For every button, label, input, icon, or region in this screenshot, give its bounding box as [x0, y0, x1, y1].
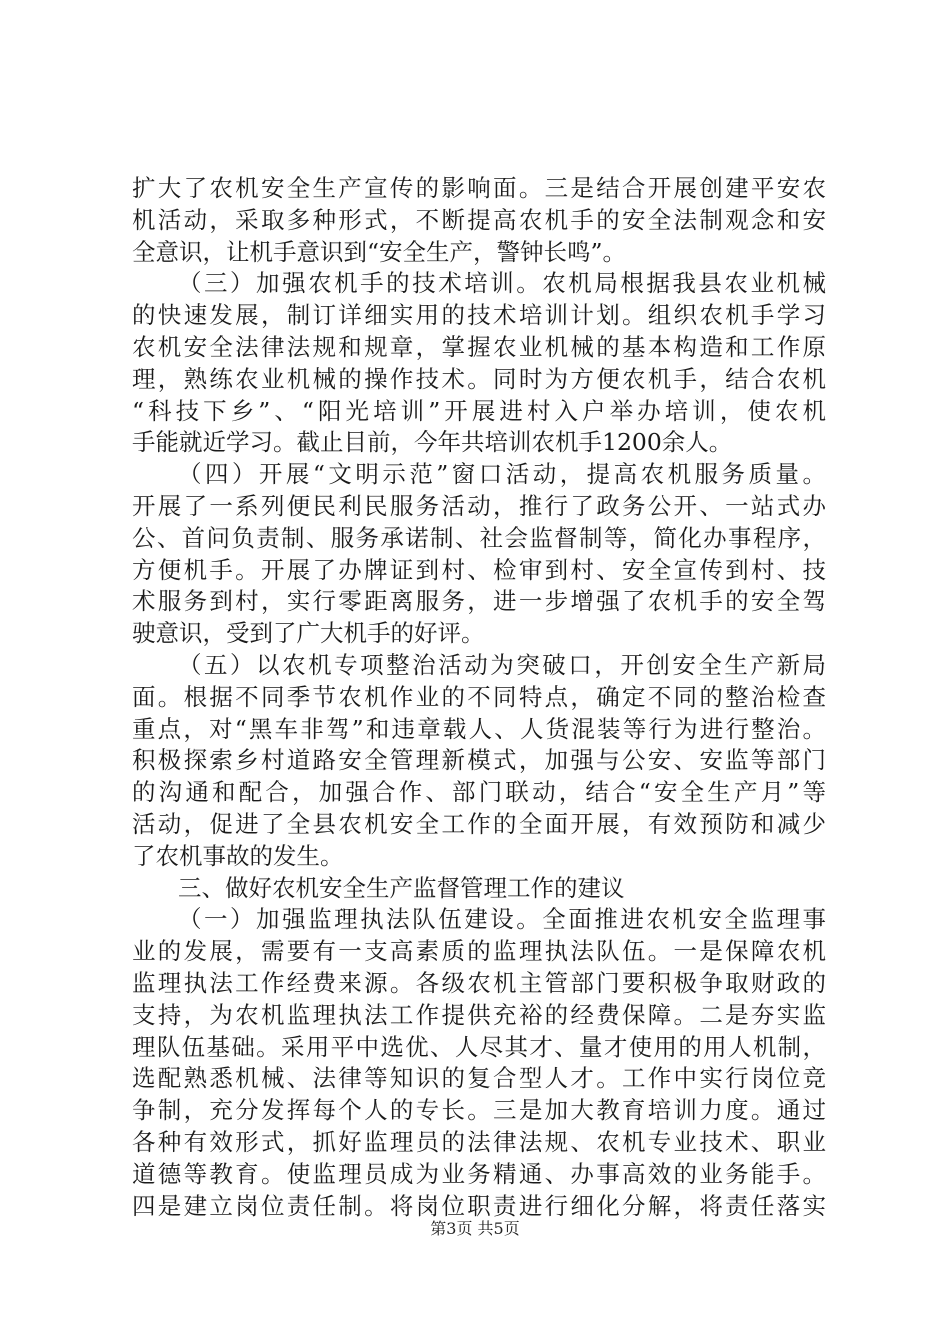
text-line: 了农机事故的发生。 [132, 841, 344, 870]
text-line: 积极探索乡村道路安全管理新模式，加强与公安、安监等部门 [132, 746, 826, 775]
text-line: 方便机手。开展了办牌证到村、检审到村、安全宣传到村、技 [132, 555, 826, 584]
text-line: 活动，促进了全县农机安全工作的全面开展，有效预防和减少 [132, 809, 826, 838]
text-line: 的快速发展，制订详细实用的技术培训计划。组织农机手学习 [132, 301, 826, 330]
document-body [132, 173, 826, 1222]
text-line: 选配熟悉机械、法律等知识的复合型人才。工作中实行岗位竞 [132, 1064, 826, 1093]
text-line: 理队伍基础。采用平中选优、人尽其才、量才使用的用人机制， [132, 1032, 826, 1061]
text-line: 全意识，让机手意识到“安全生产，警钟长鸣”。 [132, 237, 627, 266]
text-line: 面。根据不同季节农机作业的不同特点，确定不同的整治检查 [132, 682, 826, 711]
text-line: 业的发展，需要有一支高素质的监理执法队伍。一是保障农机 [132, 937, 826, 966]
text-line: 监理执法工作经费来源。各级农机主管部门要积极争取财政的 [132, 968, 826, 997]
text-line: 四是建立岗位责任制。将岗位职责进行细化分解，将责任落实 [132, 1191, 826, 1220]
text-line: （三）加强农机手的技术培训。农机局根据我县农业机械 [178, 269, 826, 298]
text-line: 驶意识，受到了广大机手的好评。 [132, 619, 485, 648]
text-line: 术服务到村，实行零距离服务，进一步增强了农机手的安全驾 [132, 587, 826, 616]
text-line: （一）加强监理执法队伍建设。全面推进农机安全监理事 [178, 905, 826, 934]
text-line: “科技下乡”、“阳光培训”开展进村入户举办培训，使农机 [132, 396, 826, 425]
page-footer: 第3页 共5页 [430, 1219, 520, 1238]
text-line: （四）开展“文明示范”窗口活动，提高农机服务质量。 [178, 460, 826, 489]
text-line: 三、做好农机安全生产监督管理工作的建议 [178, 873, 625, 902]
text-line: （五）以农机专项整治活动为突破口，开创安全生产新局 [178, 650, 826, 679]
text-line: 开展了一系列便民利民服务活动，推行了政务公开、一站式办 [132, 491, 826, 520]
text-line: 公、首问负责制、服务承诺制、社会监督制等，简化办事程序， [132, 523, 826, 552]
text-line: 重点，对“黑车非驾”和违章载人、人货混装等行为进行整治。 [132, 714, 826, 743]
text-line: 机活动，采取多种形式，不断提高农机手的安全法制观念和安 [132, 205, 826, 234]
text-line: 支持，为农机监理执法工作提供充裕的经费保障。二是夯实监 [132, 1000, 826, 1029]
text-line: 道德等教育。使监理员成为业务精通、办事高效的业务能手。 [132, 1159, 826, 1188]
text-line: 手能就近学习。截止目前，今年共培训农机手1200余人。 [132, 428, 733, 457]
text-line: 理，熟练农业机械的操作技术。同时为方便农机手，结合农机 [132, 364, 826, 393]
text-line: 农机安全法律法规和规章，掌握农业机械的基本构造和工作原 [132, 332, 826, 361]
text-line: 扩大了农机安全生产宣传的影响面。三是结合开展创建平安农 [132, 174, 826, 202]
text-line: 各种有效形式，抓好监理员的法律法规、农机专业技术、职业 [132, 1127, 826, 1156]
text-line: 的沟通和配合，加强合作、部门联动，结合“安全生产月”等 [132, 778, 826, 807]
text-line: 争制，充分发挥每个人的专长。三是加大教育培训力度。通过 [132, 1096, 826, 1125]
